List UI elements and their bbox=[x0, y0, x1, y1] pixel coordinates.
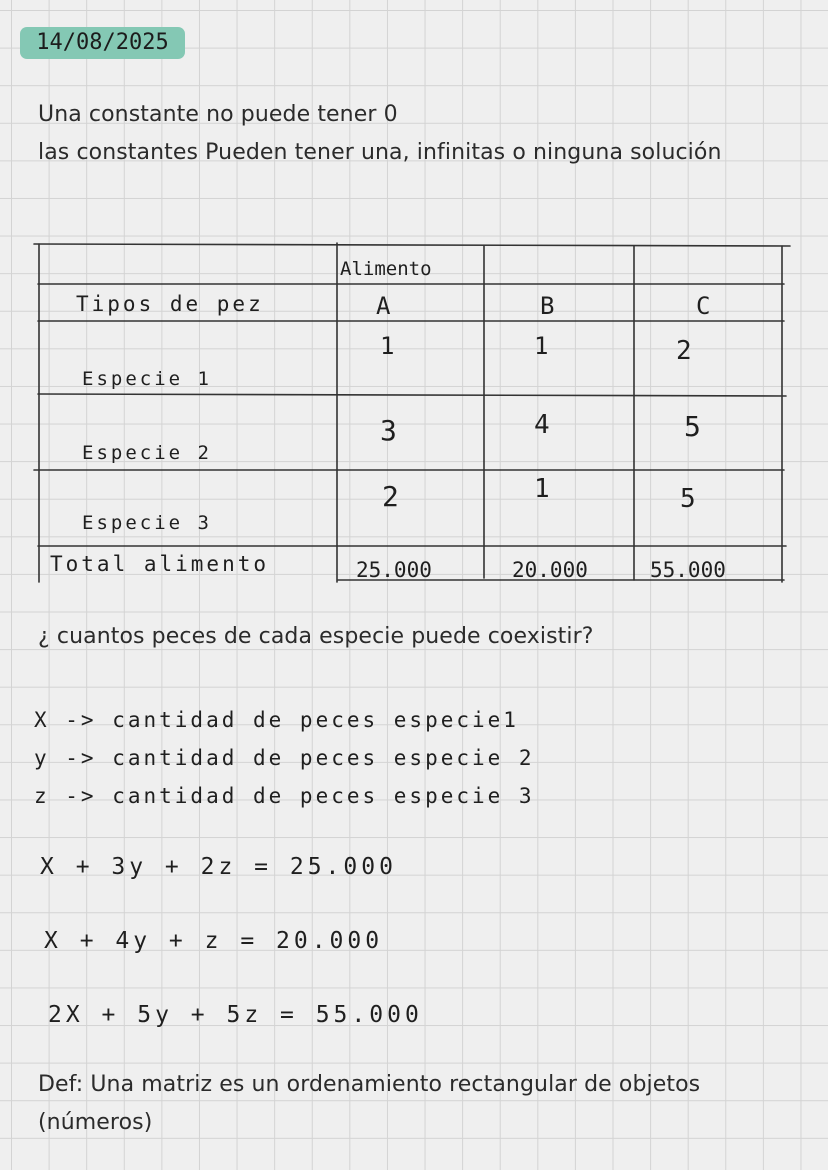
table-header-a: A bbox=[376, 292, 391, 320]
table-header-alimento: Alimento bbox=[340, 258, 432, 280]
table-row-label-2: Especie 2 bbox=[82, 442, 212, 464]
table-total-label: Total alimento bbox=[50, 552, 270, 576]
table-cell-3b: 1 bbox=[534, 474, 550, 504]
table-cell-2a: 3 bbox=[380, 414, 397, 447]
table-cell-3a: 2 bbox=[382, 480, 399, 513]
equation-3: 2X + 5y + 5z = 55.000 bbox=[48, 1002, 423, 1028]
table-cell-2b: 4 bbox=[534, 410, 550, 440]
table-header-tipos: Tipos de pez bbox=[76, 292, 264, 316]
table-cell-1b: 1 bbox=[534, 332, 549, 360]
equation-1: X + 3y + 2z = 25.000 bbox=[40, 854, 397, 880]
table-header-b: B bbox=[540, 292, 555, 320]
table-total-c: 55.000 bbox=[650, 558, 726, 582]
definition-line-2: (números) bbox=[38, 1110, 153, 1135]
date-tag: 14/08/2025 bbox=[20, 27, 185, 59]
table-cell-2c: 5 bbox=[684, 410, 701, 443]
definition-line-1: Def: Una matriz es un ordenamiento rectangular de objetos bbox=[38, 1072, 701, 1097]
table-cell-1a: 1 bbox=[380, 332, 395, 360]
table-total-a: 25.000 bbox=[356, 558, 432, 582]
variable-y: y -> cantidad de peces especie 2 bbox=[34, 746, 535, 770]
table-total-b: 20.000 bbox=[512, 558, 588, 582]
table-cell-3c: 5 bbox=[680, 484, 696, 514]
variable-x: X -> cantidad de peces especie1 bbox=[34, 708, 519, 732]
table-row-label-3: Especie 3 bbox=[82, 512, 212, 534]
question: ¿ cuantos peces de cada especie puede coexistir? bbox=[38, 624, 594, 649]
equation-2: X + 4y + z = 20.000 bbox=[44, 928, 384, 954]
table-header-c: C bbox=[696, 292, 711, 320]
variable-z: z -> cantidad de peces especie 3 bbox=[34, 784, 535, 808]
table-row-label-1: Especie 1 bbox=[82, 368, 212, 390]
intro-line-2: las constantes Pueden tener una, infinitas o ninguna solución bbox=[38, 140, 722, 165]
table-cell-1c: 2 bbox=[676, 336, 692, 366]
intro-line-1: Una constante no puede tener 0 bbox=[38, 102, 398, 127]
